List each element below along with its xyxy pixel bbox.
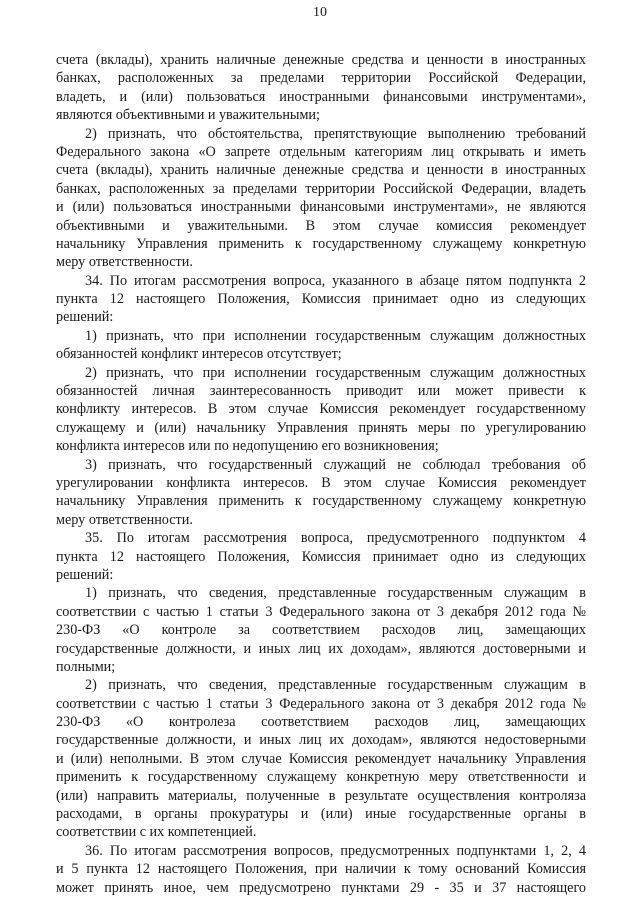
text-line: пункта 12 настоящего Положения, Комиссия принимает одно из следующих [56,291,586,308]
text-line: счета (вклады), хранить наличные денежные средства и ценности в иностранных [56,162,586,179]
text-line: и (или) неполными. В этом случае Комиссия рекомендует начальнику Управления [56,750,586,767]
text-line: пункта 12 настоящего Положения, Комиссия принимает одно из следующих [56,548,586,565]
text-line: владеть, и (или) пользоваться иностранными финансовыми инструментами», [56,88,586,105]
text-line: 230-ФЗ «О контролеза соответствием расходов лиц, замещающих [56,714,586,731]
text-line: банках, расположенных за пределами территории Российской Федерации, владеть [56,180,586,197]
text-line: меру ответственности. [56,511,193,528]
text-line: решений: [56,566,114,583]
text-line: обязанностей личная заинтересованность приводит или может привести к [56,383,586,400]
text-line: обязанностей конфликт интересов отсутствует; [56,346,342,363]
text-line: начальнику Управления применить к государственному служащему конкретную [56,493,586,510]
document-body [56,51,586,897]
text-line: урегулировании конфликта интересов. В этом случае Комиссия рекомендует [56,474,586,491]
text-line: являются объективными и уважительными; [56,107,320,124]
text-line: 36. По итогам рассмотрения вопросов, предусмотренных подпунктами 1, 2, 4 [85,842,586,859]
text-line: может принять иное, чем предусмотрено пунктами 29 - 35 и 37 настоящего [56,879,586,896]
text-line: начальнику Управления применить к государственному служащему конкретную [56,235,586,252]
text-line: расходами, в органы прокуратуры и (или) иные государственные органы в [56,806,586,823]
text-line: счета (вклады), хранить наличные денежные средства и ценности в иностранных [56,52,586,68]
text-line: 2) признать, что сведения, представленные государственным служащим в [85,677,586,694]
text-line: соответствии с их компетенцией. [56,824,257,841]
text-line: 3) признать, что государственный служащий не соблюдал требования об [85,456,586,473]
text-line: объективными и уважительными. В этом случае комиссия рекомендует [56,217,586,234]
text-line: и 5 пункта 12 настоящего Положения, при наличии к тому оснований Комиссия [56,861,586,878]
text-line: (или) направить материалы, полученные в результате осуществления контроляза [56,787,586,804]
text-line: применить к государственному служащему конкретную меру ответственности и [56,769,586,786]
text-line: Федерального закона «О запрете отдельным категориям лиц открывать и иметь [56,143,586,160]
text-line: 2) признать, что при исполнении государственным служащим должностных [85,364,586,381]
text-line: 1) признать, что сведения, представленные государственным служащим в [85,585,586,602]
text-line: 34. По итогам рассмотрения вопроса, указанного в абзаце пятом подпункта 2 [85,272,586,289]
text-line: 35. По итогам рассмотрения вопроса, предусмотренного подпунктом 4 [85,530,586,547]
text-line: 1) признать, что при исполнении государственным служащим должностных [85,327,586,344]
text-line: 2) признать, что обстоятельства, препятствующие выполнению требований [85,125,586,142]
text-line: 230-ФЗ «О контроле за соответствием расходов лиц, замещающих [56,622,586,639]
text-line: государственные должности, и иных лиц их доходам», являются недостоверными [56,732,586,749]
text-line: служащему и (или) начальнику Управления принять меры по урегулированию [56,419,586,436]
text-line: соответствии с частью 1 статьи 3 Федерального закона от 3 декабря 2012 года № [56,603,586,620]
text-line: соответствии с частью 1 статьи 3 Федерального закона от 3 декабря 2012 года № [56,695,586,712]
text-line: конфликту интересов. В этом случае Комиссия рекомендует государственному [56,401,586,418]
text-line: государственные должности, и иных лиц их доходам», являются достоверными и [56,640,586,657]
text-line: банках, расположенных за пределами территории Российской Федерации, [56,70,586,87]
text-line: решений: [56,309,114,326]
text-line: конфликта интересов или по недопущению его возникновения; [56,438,439,455]
text-line: и (или) пользоваться иностранными финансовыми инструментами», не являются [56,199,586,216]
text-line: полными; [56,658,116,675]
text-line: меру ответственности. [56,254,193,271]
page-number: 10 [313,5,327,20]
